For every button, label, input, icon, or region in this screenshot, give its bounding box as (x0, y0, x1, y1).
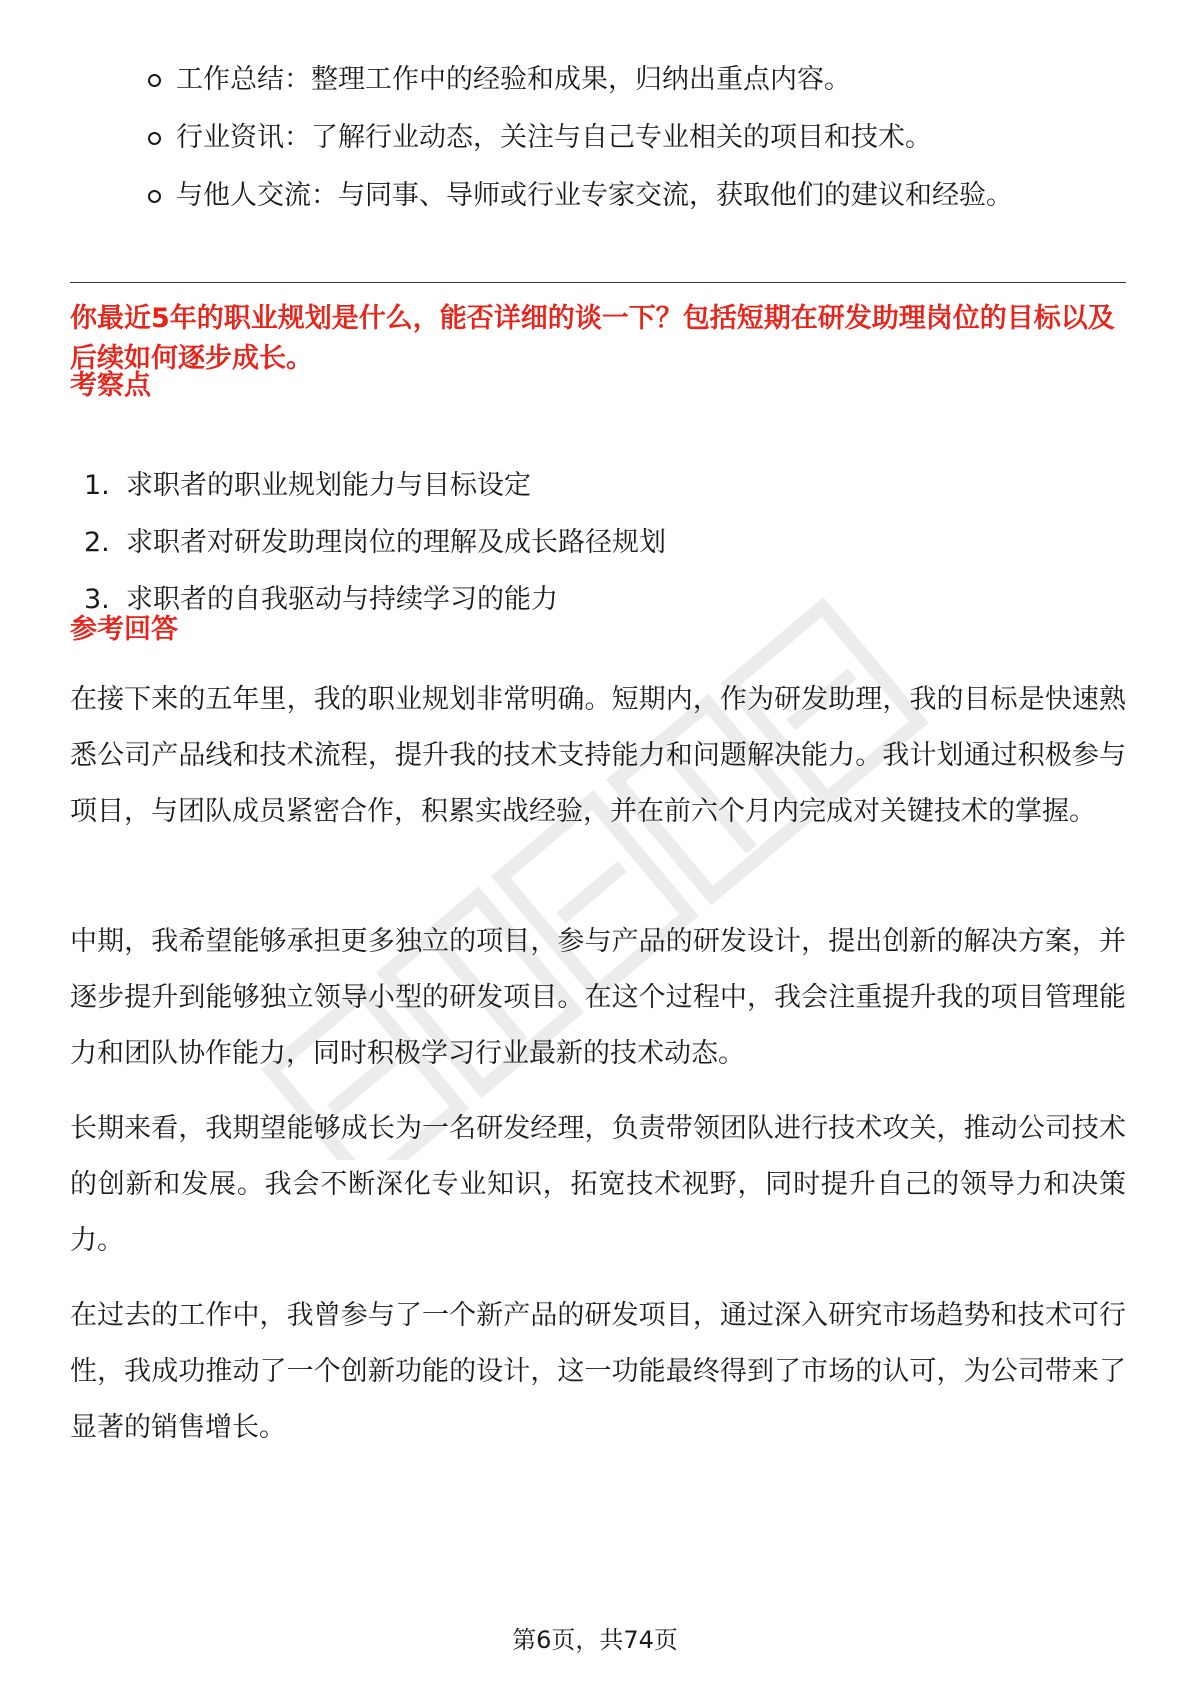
list-item: 与他人交流：与同事、导师或行业专家交流，获取他们的建议和经验。 (148, 176, 1108, 216)
reference-heading: 参考回答 (70, 614, 178, 645)
list-item: 3. 求职者的自我驱动与持续学习的能力 (84, 584, 558, 615)
question-heading: 你最近5年的职业规划是什么，能否详细的谈一下？包括短期在研发助理岗位的目标以及后续如何逐步成长。 (70, 303, 1115, 374)
section-divider (70, 282, 1126, 283)
bullet-list (148, 60, 1108, 234)
answer-paragraph: 在接下来的五年里，我的职业规划非常明确。短期内，作为研发助理，我的目标是快速熟悉公司产品线和技术流程，提升我的技术支持能力和问题解决能力。我计划通过积极参与项目，与团队成员紧密合作，积累实战经验，并在前六个月内完成对关键技术的掌握。 (70, 684, 1126, 827)
list-item: 1. 求职者的职业规划能力与目标设定 (84, 470, 531, 501)
list-item: 2. 求职者对研发助理岗位的理解及成长路径规划 (84, 527, 666, 558)
list-item: 行业资讯：了解行业动态，关注与自己专业相关的项目和技术。 (148, 118, 1108, 158)
list-item: 工作总结：整理工作中的经验和成果，归纳出重点内容。 (148, 60, 1108, 100)
answer-paragraph: 中期，我希望能够承担更多独立的项目，参与产品的研发设计，提出创新的解决方案，并逐步提升到能够独立领导小型的研发项目。在这个过程中，我会注重提升我的项目管理能力和团队协作能力，同时积极学习行业最新的技术动态。 (70, 926, 1126, 1069)
answer-paragraph: 在过去的工作中，我曾参与了一个新产品的研发项目，通过深入研究市场趋势和技术可行性，我成功推动了一个创新功能的设计，这一功能最终得到了市场的认可，为公司带来了显著的销售增长。 (70, 1300, 1126, 1443)
bullet-icon (148, 132, 161, 145)
examination-list (84, 466, 1084, 637)
bullet-icon (148, 74, 161, 87)
answer-paragraph: 长期来看，我期望能够成长为一名研发经理，负责带领团队进行技术攻关，推动公司技术的创新和发展。我会不断深化专业知识，拓宽技术视野，同时提升自己的领导力和决策力。 (70, 1113, 1126, 1256)
page-footer: 第6页，共74页 (512, 1626, 678, 1654)
bullet-icon (148, 190, 161, 203)
examination-heading: 考察点 (70, 370, 151, 401)
